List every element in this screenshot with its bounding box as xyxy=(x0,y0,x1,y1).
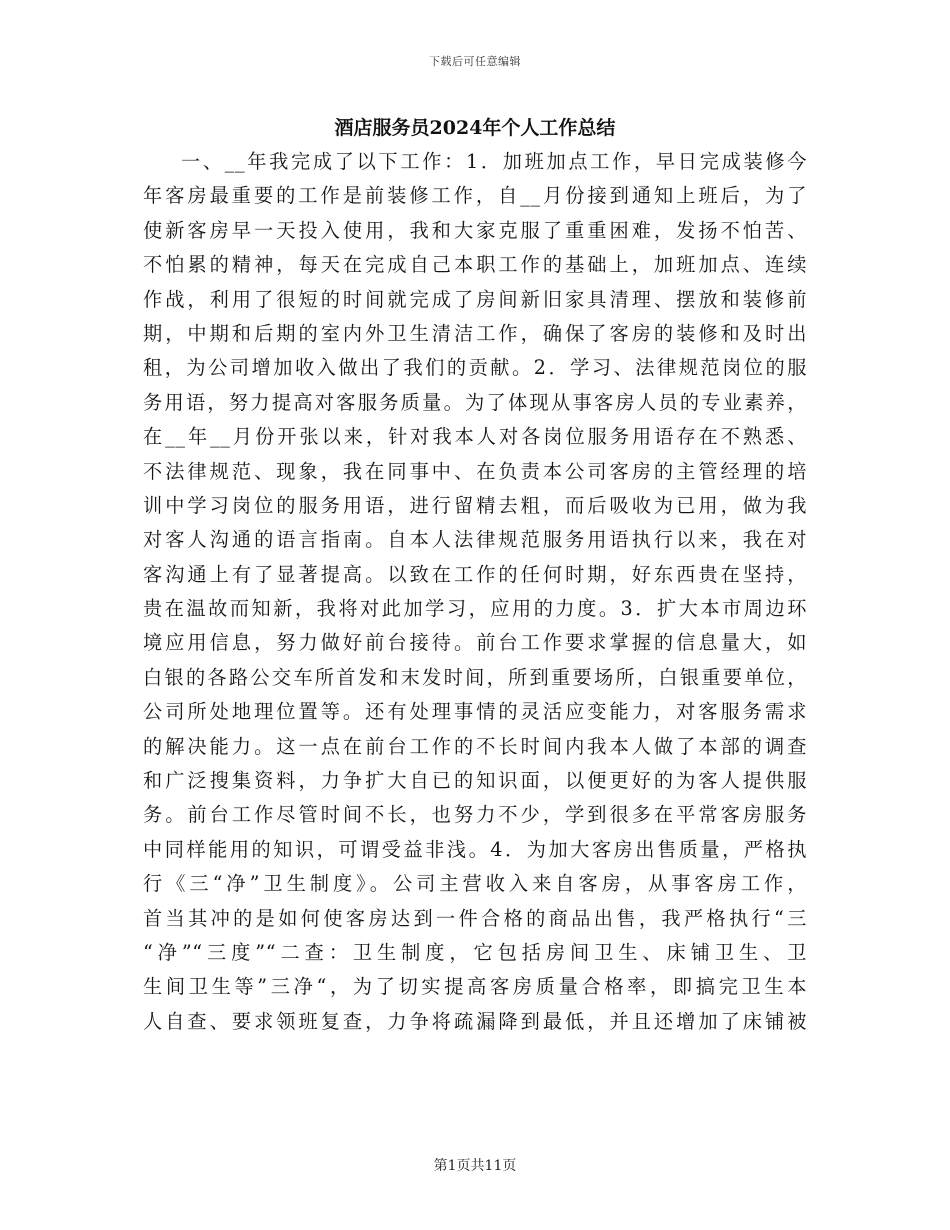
page-header-note: 下载后可任意编辑 xyxy=(429,55,521,68)
body-line: 不法律规范、现象，我在同事中、在负责本公司客房的主管经理的培 xyxy=(143,459,807,483)
body-line: 一、__年我完成了以下工作：1．加班加点工作，早日完成装修今 xyxy=(181,150,807,173)
body-line: 期，中期和后期的室内外卫生清洁工作，确保了客房的装修和及时出 xyxy=(143,321,807,345)
body-line: 首当其冲的是如何使客房达到一件合格的商品出售，我严格执行“三 xyxy=(143,906,807,930)
body-line: 务用语，努力提高对客服务质量。为了体现从事客房人员的专业素养， xyxy=(143,390,807,414)
body-line: 在__年__月份开张以来，针对我本人对各岗位服务用语存在不熟悉、 xyxy=(143,425,807,449)
document-title: 酒店服务员2024年个人工作总结 xyxy=(334,117,616,139)
body-line: 作战，利用了很短的时间就完成了房间新旧家具清理、摆放和装修前 xyxy=(143,287,807,311)
body-line: “净”“三度”“二查：卫生制度，它包括房间卫生、床铺卫生、卫 xyxy=(143,940,807,964)
body-line: 中同样能用的知识，可谓受益非浅。4．为加大客房出售质量，严格执 xyxy=(143,837,807,861)
body-line: 租，为公司增加收入做出了我们的贡献。2．学习、法律规范岗位的服 xyxy=(143,356,807,380)
page-number: 第1页共11页 xyxy=(433,1158,517,1174)
body-line: 使新客房早一天投入使用，我和大家克服了重重困难，发扬不怕苦、 xyxy=(143,218,807,242)
body-line: 的解决能力。这一点在前台工作的不长时间内我本人做了本部的调查 xyxy=(143,734,807,758)
body-line: 年客房最重要的工作是前装修工作，自__月份接到通知上班后，为了 xyxy=(143,184,807,208)
body-line: 客沟通上有了显著提高。以致在工作的任何时期，好东西贵在坚持， xyxy=(143,562,807,586)
body-line: 生间卫生等”三净“，为了切实提高客房质量合格率，即搞完卫生本 xyxy=(143,975,807,999)
body-line: 贵在温故而知新，我将对此加学习，应用的力度。3．扩大本市周边环 xyxy=(143,597,807,621)
body-line: 行《三“净”卫生制度》。公司主营收入来自客房，从事客房工作， xyxy=(143,872,807,896)
body-line: 人自查、要求领班复查，力争将疏漏降到最低，并且还增加了床铺被 xyxy=(143,1009,807,1033)
body-line: 务。前台工作尽管时间不长，也努力不少，学到很多在平常客房服务 xyxy=(143,803,807,827)
body-line: 境应用信息，努力做好前台接待。前台工作要求掌握的信息量大，如 xyxy=(143,631,807,655)
body-line: 公司所处地理位置等。还有处理事情的灵活应变能力，对客服务需求 xyxy=(143,700,807,724)
body-line: 对客人沟通的语言指南。自本人法律规范服务用语执行以来，我在对 xyxy=(143,528,807,552)
body-line: 和广泛搜集资料，力争扩大自已的知识面，以便更好的为客人提供服 xyxy=(143,769,807,793)
body-line: 训中学习岗位的服务用语，进行留精去粗，而后吸收为已用，做为我 xyxy=(143,493,807,517)
body-line: 白银的各路公交车所首发和末发时间，所到重要场所，白银重要单位， xyxy=(143,665,807,689)
body-line: 不怕累的精神，每天在完成自己本职工作的基础上，加班加点、连续 xyxy=(143,253,807,277)
document-body xyxy=(143,145,807,1039)
